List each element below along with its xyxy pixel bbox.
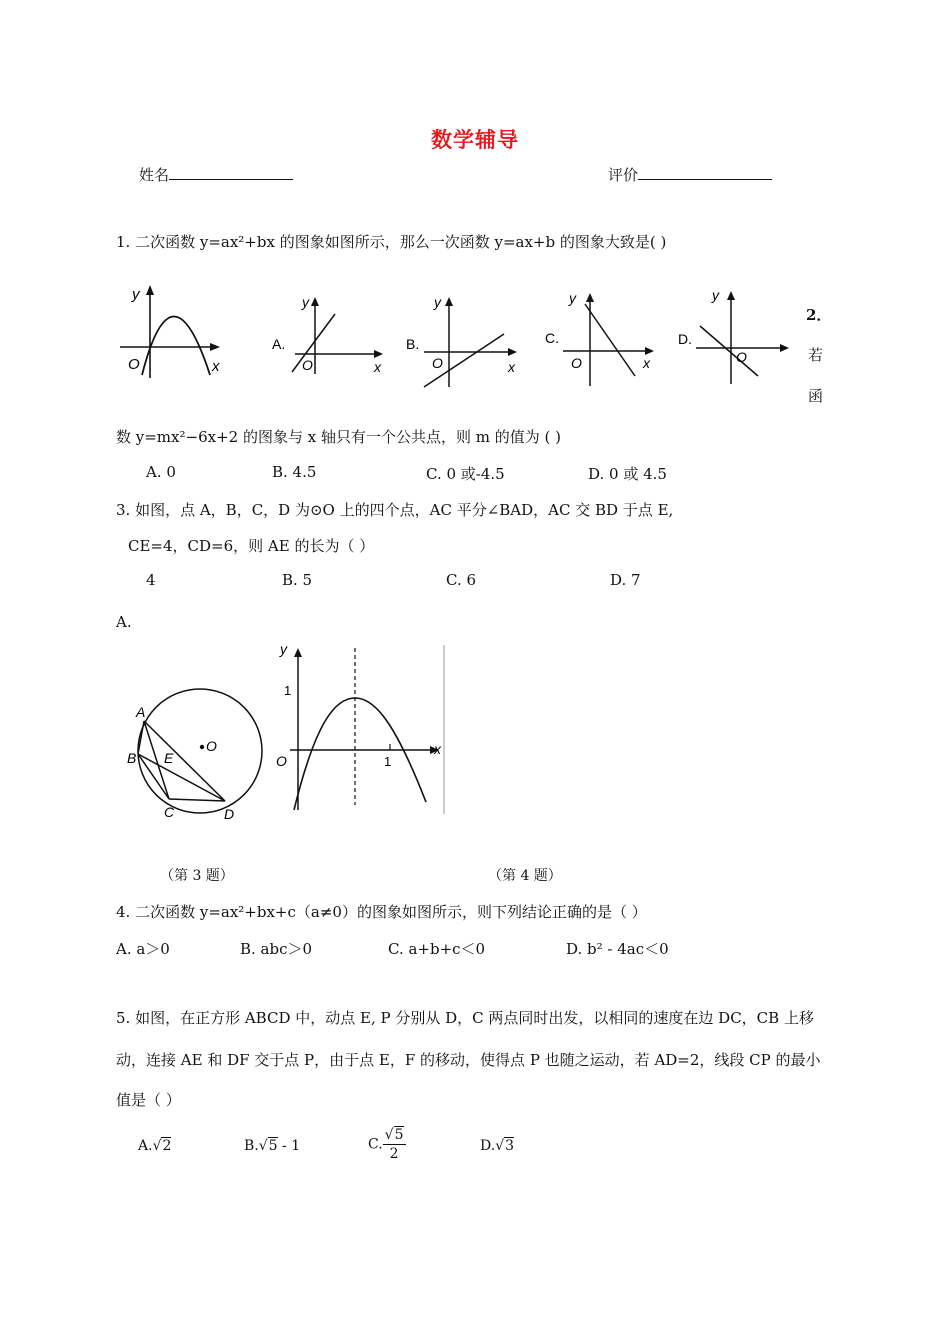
- q1-axis-x: x: [212, 358, 220, 375]
- q1-text: 1. 二次函数 y=ax²+bx 的图象如图所示，那么一次函数 y=ax+b 的图象大致是( ): [116, 233, 667, 251]
- q3-point-d: D: [224, 806, 235, 822]
- q1-a-axis-x: x: [374, 359, 381, 375]
- q2-text: 数 y=mx²−6x+2 的图象与 x 轴只有一个公共点，则 m 的值为 ( ): [116, 428, 561, 446]
- q1-parabola-graph: [112, 283, 232, 383]
- q4-option-b: B. abc＞0: [240, 940, 313, 958]
- q3-circle-diagram: [122, 695, 267, 825]
- q1-option-a-label: A.: [272, 336, 286, 352]
- page-title: 数学辅导: [431, 128, 519, 152]
- q4-option-a: A. a＞0: [116, 940, 170, 958]
- q5-option-a: A.√2: [138, 1138, 172, 1154]
- q4-option-c: C. a+b+c＜0: [388, 940, 486, 958]
- q5-option-d-radicand: 3: [505, 1138, 515, 1154]
- q4-caption: （第 4 题）: [488, 868, 562, 884]
- q3-option-b: B. 5: [282, 571, 313, 589]
- q5-option-c-radicand: 5: [394, 1127, 404, 1143]
- q1-option-b-graph: [404, 292, 524, 392]
- q1-c-axis-y: y: [569, 290, 576, 306]
- q1-a-axis-y: y: [302, 294, 309, 310]
- q1-d-origin: O: [736, 349, 747, 365]
- q5-option-c: C. $\frac{√5}{2}$: [368, 1127, 404, 1162]
- score-blank: [638, 164, 772, 180]
- q3-caption: （第 3 题）: [160, 868, 234, 884]
- q5-option-c-denominator: 2: [389, 1146, 399, 1162]
- q1-d-axis-y: y: [712, 287, 719, 303]
- q1-axis-y: y: [132, 286, 140, 303]
- q5-option-d-label: D.: [480, 1138, 496, 1154]
- q1-b-axis-y: y: [434, 294, 441, 310]
- q5-line-3: 值是（ ）: [116, 1091, 181, 1109]
- q3-option-a-label: A.: [116, 613, 132, 631]
- q5-line-2: 动，连接 AE 和 DF 交于点 P，由于点 E，F 的移动，使得点 P 也随之运动，若 AD=2，线段 CP 的最小: [116, 1051, 821, 1069]
- q1-origin: O: [128, 356, 140, 373]
- q1-option-d-graph: [678, 286, 798, 386]
- name-blank: [169, 164, 293, 180]
- q4-axis-x: x: [434, 741, 441, 757]
- q2-char-1: 若: [808, 346, 824, 364]
- q4-tick-x1: 1: [384, 754, 392, 769]
- name-field: [139, 164, 293, 185]
- q1-c-origin: O: [571, 355, 582, 371]
- q1-option-b-label: B.: [406, 336, 420, 352]
- q3-point-a: A: [136, 704, 146, 720]
- q1-option-d-label: D.: [678, 331, 692, 347]
- q5-line-1: 5. 如图，在正方形 ABCD 中，动点 E, P 分别从 D，C 两点同时出发，以相同的速度在边 DC，CB 上移: [116, 1009, 814, 1027]
- q2-option-a: A. 0: [146, 463, 176, 481]
- score-field: [608, 164, 772, 185]
- q3-option-c: C. 6: [446, 571, 477, 589]
- q1-b-axis-x: x: [508, 359, 515, 375]
- q3-point-e: E: [164, 750, 174, 766]
- q1-c-axis-x: x: [643, 355, 650, 371]
- q2-option-c: C. 0 或-4.5: [426, 465, 505, 483]
- q1-option-a-graph: [270, 292, 390, 377]
- q3-line-2: CE=4，CD=6，则 AE 的长为（ ）: [128, 537, 375, 555]
- q1-b-origin: O: [432, 355, 443, 371]
- q4-axis-y: y: [280, 641, 287, 657]
- name-label: 姓名: [139, 166, 170, 184]
- q3-option-d: D. 7: [610, 571, 641, 589]
- q4-origin: O: [276, 753, 287, 769]
- q4-tick-y1: 1: [284, 683, 292, 698]
- q3-point-b: B: [127, 750, 137, 766]
- q5-option-c-label: C.: [368, 1136, 383, 1153]
- q3-option-a-value: 4: [146, 571, 156, 589]
- q5-option-a-radicand: 2: [162, 1138, 172, 1154]
- q5-option-d: D.√3: [480, 1138, 515, 1154]
- q3-line-1: 3. 如图，点 A，B，C，D 为⊙O 上的四个点，AC 平分∠BAD，AC 交 BD 于点 E,: [116, 501, 674, 519]
- q5-option-a-label: A.: [138, 1138, 153, 1154]
- q2-number: 2．: [806, 306, 832, 324]
- q1-a-origin: O: [302, 357, 313, 373]
- q5-option-b-label: B.: [244, 1138, 259, 1154]
- q5-option-b-tail: - 1: [277, 1138, 301, 1154]
- q2-option-d: D. 0 或 4.5: [588, 465, 667, 483]
- q3-point-c: C: [164, 804, 175, 820]
- score-label: 评价: [608, 166, 639, 184]
- q1-option-c-graph: [543, 288, 663, 388]
- q5-option-b-radicand: 5: [268, 1138, 278, 1154]
- q1-option-c-label: C.: [545, 330, 559, 346]
- q4-parabola-diagram: [268, 640, 448, 818]
- q5-option-b: B.√5 - 1: [244, 1138, 301, 1154]
- q3-point-o: O: [206, 738, 217, 754]
- q2-option-b: B. 4.5: [272, 463, 317, 481]
- q2-char-2: 函: [808, 387, 824, 405]
- q4-text: 4. 二次函数 y=ax²+bx+c（a≠0）的图象如图所示，则下列结论正确的是（ ）: [116, 903, 647, 921]
- q4-option-d: D. b² - 4ac＜0: [566, 940, 669, 958]
